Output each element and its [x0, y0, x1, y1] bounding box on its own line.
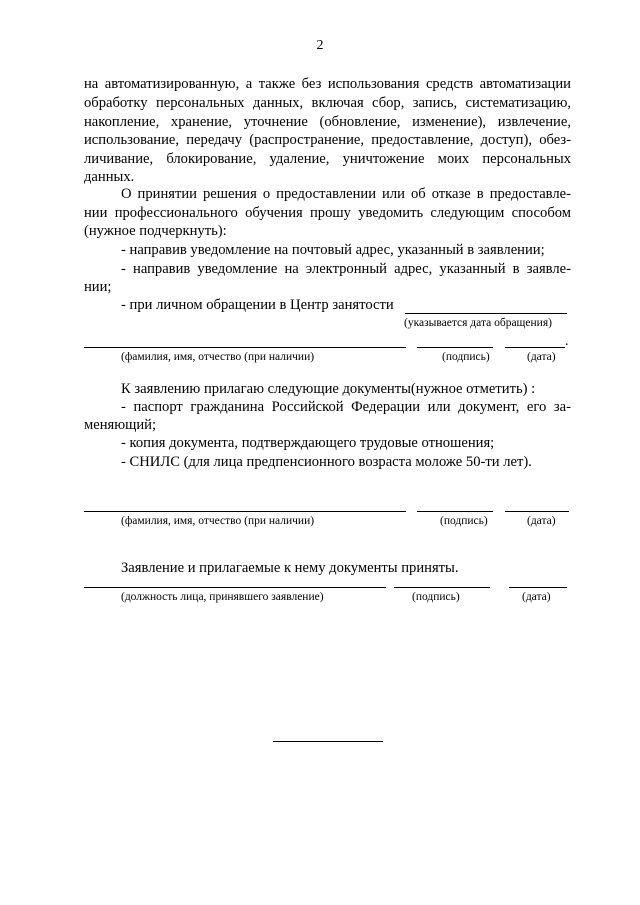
name-caption: (фамилия, имя, отчество (при наличии) — [121, 351, 315, 363]
acceptance-signature-line — [394, 587, 490, 588]
signature-line — [417, 347, 493, 348]
consent-line-3: накопление, хранение, уточнение (обновление, изменение), извлечение, — [84, 114, 571, 130]
signature-caption-2: (подпись) — [440, 515, 488, 527]
acceptance-date-caption: (дата) — [522, 591, 551, 603]
date-of-visit-line — [405, 313, 567, 314]
date-of-visit-caption: (указывается дата обращения) — [404, 317, 552, 329]
consent-line-6: данных. — [84, 169, 135, 185]
trailing-dot: . — [565, 334, 569, 349]
acceptance-signature-caption: (подпись) — [412, 591, 460, 603]
signature-line-2 — [417, 511, 493, 512]
document-passport-line-1: - паспорт гражданина Российской Федерации или документ, его за- — [121, 399, 571, 415]
position-signature-line — [84, 587, 386, 588]
signature-caption: (подпись) — [442, 351, 490, 363]
date-caption: (дата) — [527, 351, 556, 363]
notice-line-3: (нужное подчеркнуть): — [84, 223, 227, 239]
consent-line-4: использование, передачу (распространение, предоставление, доступ), обез- — [84, 132, 571, 148]
document-snils: - СНИЛС (для лица предпенсионного возраста моложе 50-ти лет). — [121, 454, 532, 470]
document-employment: - копия документа, подтверждающего трудовые отношения; — [121, 435, 495, 451]
date-line-2 — [505, 511, 569, 512]
notice-line-1: О принятии решения о предоставлении или об отказе в предоставле- — [121, 186, 571, 202]
end-separator-line — [273, 741, 383, 742]
acceptance-text: Заявление и прилагаемые к нему документы приняты. — [121, 560, 459, 576]
date-line — [505, 347, 565, 348]
name-caption-2: (фамилия, имя, отчество (при наличии) — [121, 515, 315, 527]
option-personal: - при личном обращении в Центр занятости — [121, 297, 394, 313]
documents-intro: К заявлению прилагаю следующие документы(нужное отметить) : — [121, 381, 536, 397]
name-signature-line-2 — [84, 511, 406, 512]
consent-line-5: личивание, блокирование, удаление, уничтожение моих персональных — [84, 151, 571, 167]
document-passport-line-2: меняющий; — [84, 417, 157, 433]
option-email-line-1: - направив уведомление на электронный адрес, указанный в заявле- — [121, 261, 571, 277]
name-signature-line — [84, 347, 406, 348]
consent-line-1: на автоматизированную, а также без использования средств автоматизации — [84, 76, 571, 92]
option-postal: - направив уведомление на почтовый адрес, указанный в заявлении; — [121, 242, 545, 258]
acceptance-date-line — [509, 587, 567, 588]
notice-line-2: нии профессионального обучения прошу уведомить следующим способом — [84, 205, 571, 221]
date-caption-2: (дата) — [527, 515, 556, 527]
position-caption: (должность лица, принявшего заявление) — [121, 591, 324, 603]
option-email-line-2: нии; — [84, 279, 112, 295]
consent-line-2: обработку персональных данных, включая сбор, запись, систематизацию, — [84, 95, 571, 111]
page-number: 2 — [316, 38, 324, 53]
